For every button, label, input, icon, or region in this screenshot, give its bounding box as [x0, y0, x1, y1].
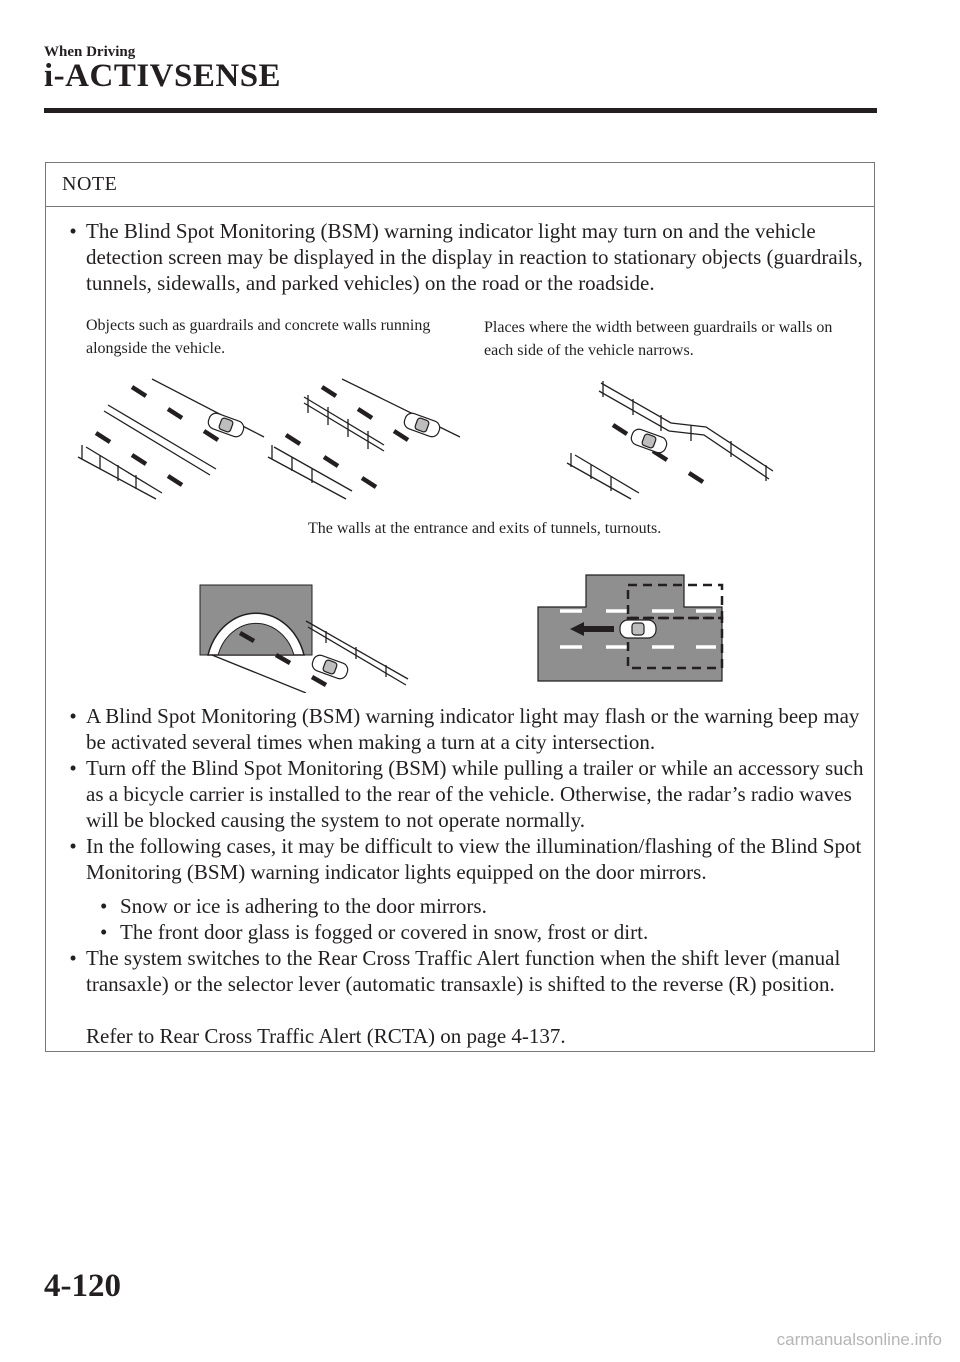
guardrail-road-illustration-2 — [264, 375, 464, 500]
reference-text: Refer to Rear Cross Traffic Alert (RCTA) on page 4-137. — [86, 1024, 566, 1048]
note-item-text: The system switches to the Rear Cross Traffic Alert function when the shift lever (manual transaxle) or the selector lever (automatic transaxle) is shifted to the reverse (R) position. — [86, 946, 841, 996]
note-item — [66, 703, 866, 755]
chapter-title: i-ACTIVSENSE — [44, 58, 282, 94]
bullet: • — [69, 219, 77, 243]
note-item-text: A Blind Spot Monitoring (BSM) warning indicator light may flash or the warning beep may be activated several times when making a turn at a city intersection. — [86, 704, 860, 754]
note-title: NOTE — [46, 163, 874, 207]
reference-line — [66, 1023, 866, 1049]
note-sub-item — [100, 893, 860, 919]
caption-narrowing: Places where the width between guardrails or walls on each side of the vehicle narrows. — [484, 319, 833, 359]
header-rule — [44, 108, 877, 113]
watermark: carmanualsonline.info — [776, 1330, 942, 1349]
tunnel-illustration — [196, 581, 411, 693]
bullet: • — [69, 704, 77, 728]
bullet: • — [100, 894, 108, 918]
note-item — [66, 945, 866, 997]
caption-guardrails: Objects such as guardrails and concrete walls running alongside the vehicle. — [86, 317, 431, 357]
note-item — [66, 833, 866, 885]
page-number: 4-120 — [44, 1268, 121, 1304]
note-item-text: The Blind Spot Monitoring (BSM) warning indicator light may turn on and the vehicle detection screen may be displayed in the display in reaction to stationary objects (guardrails, tunnels, sidewalls, and parked vehicles) on the road or the roadside. — [86, 219, 863, 295]
bullet: • — [69, 946, 77, 970]
note-sub-item — [100, 919, 860, 945]
caption-tunnels: The walls at the entrance and exits of tunnels, turnouts. — [308, 520, 662, 537]
narrowing-road-illustration — [561, 375, 776, 500]
bullet: • — [100, 920, 108, 944]
bullet: • — [69, 756, 77, 780]
note-item — [66, 218, 866, 296]
note-item-text: Turn off the Blind Spot Monitoring (BSM) while pulling a trailer or while an accessory such as a bicycle carrier is installed to the rear of the vehicle. Otherwise, the radar’s radio waves will be blocked causing the system to not operate normally. — [86, 756, 864, 832]
bullet: • — [69, 834, 77, 858]
turnout-illustration — [536, 573, 726, 685]
note-item-text: In the following cases, it may be difficult to view the illumination/flashing of the Blind Spot Monitoring (BSM) warning indicator lights equipped on the door mirrors. — [86, 834, 862, 884]
note-box — [45, 162, 875, 1052]
note-sub-item-text: The front door glass is fogged or covered in snow, frost or dirt. — [120, 920, 649, 944]
note-sub-item-text: Snow or ice is adhering to the door mirrors. — [120, 894, 487, 918]
note-item — [66, 755, 866, 833]
section-title: When Driving — [44, 44, 136, 60]
guardrail-road-illustration-1 — [74, 375, 269, 500]
